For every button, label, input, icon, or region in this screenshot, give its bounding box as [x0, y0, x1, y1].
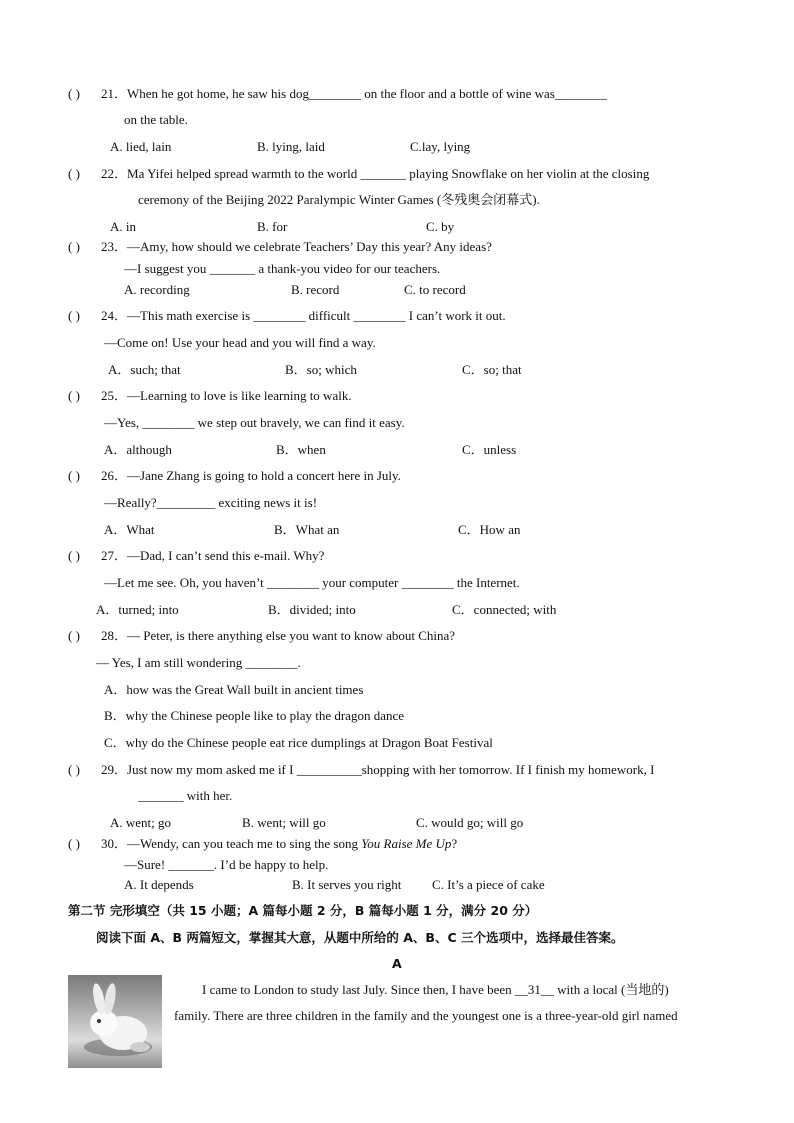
option-c: C．How an: [458, 522, 521, 537]
option-a: A. It depends: [124, 877, 194, 892]
answer-parens[interactable]: ( ): [68, 86, 80, 101]
question-stem: — Peter, is there anything else you want to know about China?: [127, 628, 456, 643]
option-a: A. in: [110, 219, 136, 234]
answer-parens[interactable]: ( ): [68, 308, 80, 323]
blank-31[interactable]: __31__: [514, 982, 554, 997]
question-stem-cont: _______ with her.: [138, 788, 233, 803]
option-c: C. by: [426, 219, 455, 234]
question-number: 22．: [101, 166, 128, 181]
option-b: B. for: [257, 219, 288, 234]
question-30: [68, 836, 457, 852]
song-title: You Raise Me Up: [361, 836, 452, 851]
option-c: C．why do the Chinese people eat rice dumplings at Dragon Boat Festival: [104, 735, 493, 750]
question-21: [68, 86, 607, 102]
option-a: A. recording: [124, 282, 190, 297]
answer-parens[interactable]: ( ): [68, 468, 80, 483]
question-number: 30．: [101, 836, 128, 851]
question-stem-cont: —Really?_________ exciting news it is!: [104, 495, 318, 510]
option-b: B．What an: [274, 522, 340, 537]
passage-title: A: [392, 956, 402, 971]
question-stem-cont: —Yes, ________ we step out bravely, we can find it easy.: [104, 415, 405, 430]
question-number: 28．: [101, 628, 128, 643]
question-27: [68, 548, 324, 564]
question-stem-cont: —I suggest you _______ a thank-you video for our teachers.: [124, 261, 441, 276]
question-number: 21．: [101, 86, 128, 101]
answer-parens[interactable]: ( ): [68, 836, 80, 851]
question-29: [68, 762, 654, 778]
question-24: [68, 308, 506, 324]
question-stem-cont: on the table.: [124, 112, 188, 127]
question-stem-cont: — Yes, I am still wondering ________.: [96, 655, 301, 670]
question-number: 24．: [101, 308, 128, 323]
answer-parens[interactable]: ( ): [68, 762, 80, 777]
question-stem: When he got home, he saw his dog________ on the floor and a bottle of wine was________: [127, 86, 607, 101]
question-stem: —Amy, how should we celebrate Teachers’ Day this year? Any ideas?: [127, 239, 492, 254]
question-stem-cont: —Let me see. Oh, you haven’t ________ your computer ________ the Internet.: [104, 575, 520, 590]
question-number: 26．: [101, 468, 128, 483]
question-stem: —This math exercise is ________ difficult ________ I can’t work it out.: [127, 308, 506, 323]
question-number: 25．: [101, 388, 128, 403]
option-b: B. record: [291, 282, 340, 297]
option-b: B. It serves you right: [292, 877, 402, 892]
rabbit-photo: [68, 975, 162, 1068]
question-stem: —Wendy, can you teach me to sing the song: [127, 836, 362, 851]
passage-text: with a local (当地的): [553, 982, 669, 997]
question-stem: —Dad, I can’t send this e-mail. Why?: [127, 548, 325, 563]
rabbit-icon: [68, 975, 162, 1068]
option-c: C.lay, lying: [410, 139, 471, 154]
passage-line-2: family. There are three children in the family and the youngest one is a three-year-old girl named: [174, 1008, 678, 1023]
question-28: [68, 628, 455, 644]
question-stem: Ma Yifei helped spread warmth to the world _______ playing Snowflake on her violin at the closing: [127, 166, 650, 181]
question-stem-cont: —Sure! _______. I’d be happy to help.: [124, 857, 329, 872]
question-22: [68, 166, 649, 182]
option-c: C．connected; with: [452, 602, 557, 617]
section-heading: 第二节 完形填空（共 15 小题；A 篇每小题 2 分，B 篇每小题 1 分，满分 20 分）: [68, 903, 538, 918]
question-number: 27．: [101, 548, 128, 563]
option-b: B. lying, laid: [257, 139, 325, 154]
question-25: [68, 388, 352, 404]
question-stem-cont: —Come on! Use your head and you will find a way.: [104, 335, 376, 350]
question-number: 29．: [101, 762, 128, 777]
option-a: A．although: [104, 442, 172, 457]
question-stem-end: ?: [451, 836, 458, 851]
option-a: A．such; that: [108, 362, 181, 377]
question-stem-cont: ceremony of the Beijing 2022 Paralympic Winter Games (冬残奥会闭幕式).: [138, 192, 540, 207]
question-stem: —Jane Zhang is going to hold a concert here in July.: [127, 468, 401, 483]
option-c: C．so; that: [462, 362, 522, 377]
answer-parens[interactable]: ( ): [68, 166, 80, 181]
option-b: B．why the Chinese people like to play the dragon dance: [104, 708, 405, 723]
option-a: A．how was the Great Wall built in ancient times: [104, 682, 364, 697]
answer-parens[interactable]: ( ): [68, 239, 80, 254]
option-b: B. went; will go: [242, 815, 326, 830]
option-b: B．divided; into: [268, 602, 356, 617]
question-23: [68, 239, 492, 255]
answer-parens[interactable]: ( ): [68, 548, 80, 563]
option-a: A. lied, lain: [110, 139, 172, 154]
option-c: C．unless: [462, 442, 517, 457]
option-c: C. to record: [404, 282, 466, 297]
option-c: C. It’s a piece of cake: [432, 877, 545, 892]
answer-parens[interactable]: ( ): [68, 628, 80, 643]
option-a: A．What: [104, 522, 155, 537]
passage-text: I came to London to study last July. Since then, I have been: [202, 982, 515, 997]
question-number: 23．: [101, 239, 128, 254]
option-a: A. went; go: [110, 815, 172, 830]
option-a: A．turned; into: [96, 602, 179, 617]
question-26: [68, 468, 401, 484]
option-b: B．so; which: [285, 362, 357, 377]
section-instruction: 阅读下面 A、B 两篇短文，掌握其大意，从题中所给的 A、B、C 三个选项中，选择最佳答案。: [96, 930, 624, 945]
passage-line-1: [202, 982, 669, 998]
answer-parens[interactable]: ( ): [68, 388, 80, 403]
question-stem: Just now my mom asked me if I __________shopping with her tomorrow. If I finish my homework, I: [127, 762, 655, 777]
question-stem: —Learning to love is like learning to walk.: [127, 388, 352, 403]
option-c: C. would go; will go: [416, 815, 524, 830]
option-b: B．when: [276, 442, 326, 457]
